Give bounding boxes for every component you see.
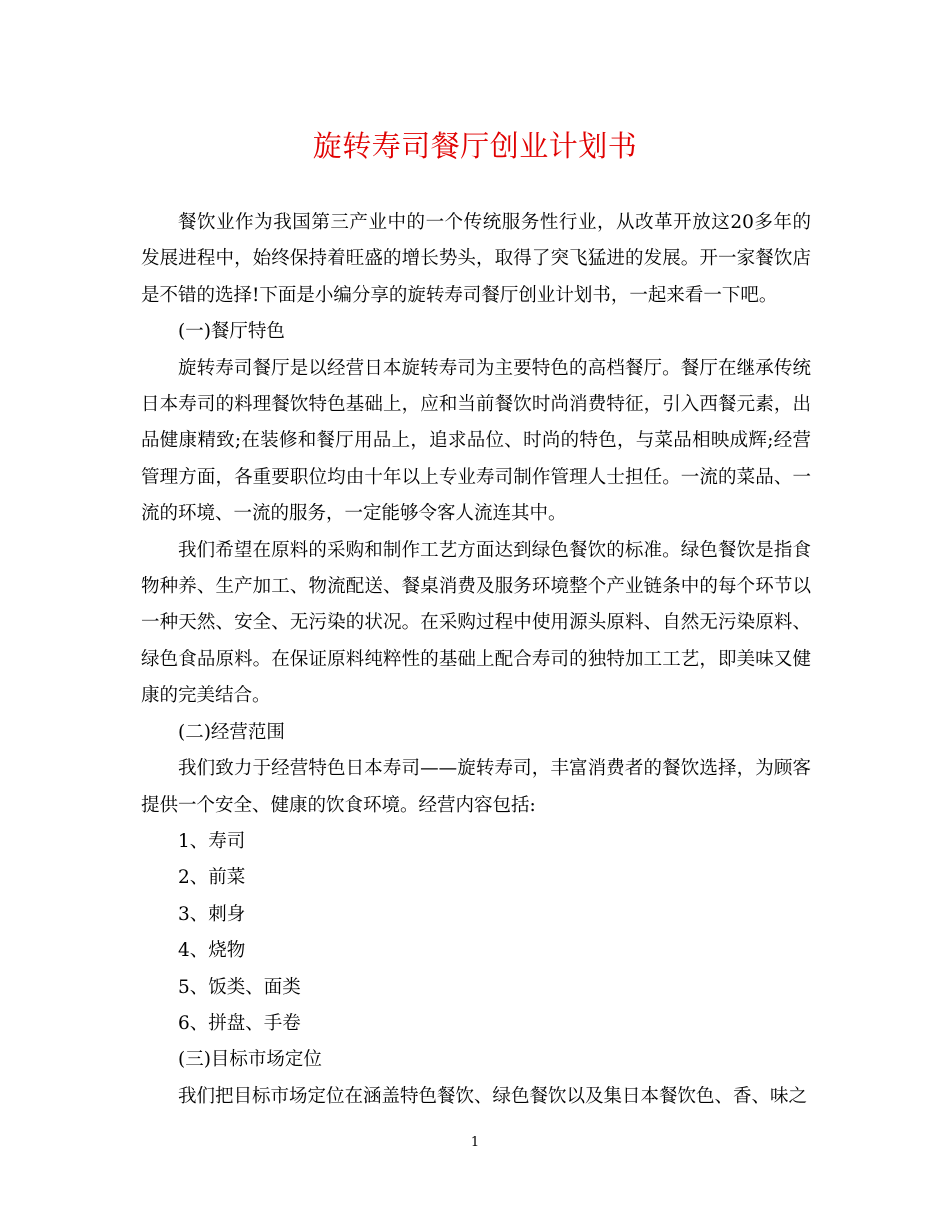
scope-list-item: 3、刺身: [178, 903, 246, 925]
scope-list-item: 4、烧物: [178, 940, 246, 962]
scope-list-item: 2、前菜: [178, 867, 246, 889]
intro-paragraph: 餐饮业作为我国第三产业中的一个传统服务性行业，从改革开放这20多年的发展进程中，始终保持着旺盛的增长势头，取得了突飞猛进的发展。开一家餐饮店是不错的选择!下面是小编分享的旋转寿司餐厅创业计划书，一起来看一下吧。: [141, 212, 811, 306]
scope-paragraph: 我们致力于经营特色日本寿司——旋转寿司，丰富消费者的餐饮选择，为顾客提供一个安全、健康的饮食环境。经营内容包括:: [141, 758, 811, 816]
section-heading-business-scope: (二)经营范围: [178, 721, 285, 743]
section-heading-target-market: (三)目标市场定位: [178, 1049, 322, 1071]
scope-list-item: 6、拼盘、手卷: [178, 1012, 301, 1034]
target-market-paragraph: 我们把目标市场定位在涵盖特色餐饮、绿色餐饮以及集日本餐饮色、香、味之: [178, 1085, 808, 1107]
features-paragraph-2: 我们希望在原料的采购和制作工艺方面达到绿色餐饮的标准。绿色餐饮是指食物种养、生产加工、物流配送、餐桌消费及服务环境整个产业链条中的每个环节以一种天然、安全、无污染的状况。在采购过程中使用源头原料、自然无污染原料、绿色食品原料。在保证原料纯粹性的基础上配合寿司的独特加工工艺，即美味又健康的完美结合。: [141, 539, 811, 707]
features-paragraph-1: 旋转寿司餐厅是以经营日本旋转寿司为主要特色的高档餐厅。餐厅在继承传统日本寿司的料理餐饮特色基础上，应和当前餐饮时尚消费特征，引入西餐元素，出品健康精致;在装修和餐厅用品上，追求品位、时尚的特色，与菜品相映成辉;经营管理方面，各重要职位均由十年以上专业寿司制作管理人士担任。一流的菜品、一流的环境、一流的服务，一定能够令客人流连其中。: [141, 357, 811, 525]
page-number: 1: [470, 1135, 480, 1150]
section-heading-restaurant-features: (一)餐厅特色: [178, 321, 285, 343]
scope-list-item: 1、寿司: [178, 830, 246, 852]
document-body: [141, 205, 811, 1115]
scope-list-item: 5、饭类、面类: [178, 976, 301, 998]
document-title: 旋转寿司餐厅创业计划书: [312, 129, 638, 163]
